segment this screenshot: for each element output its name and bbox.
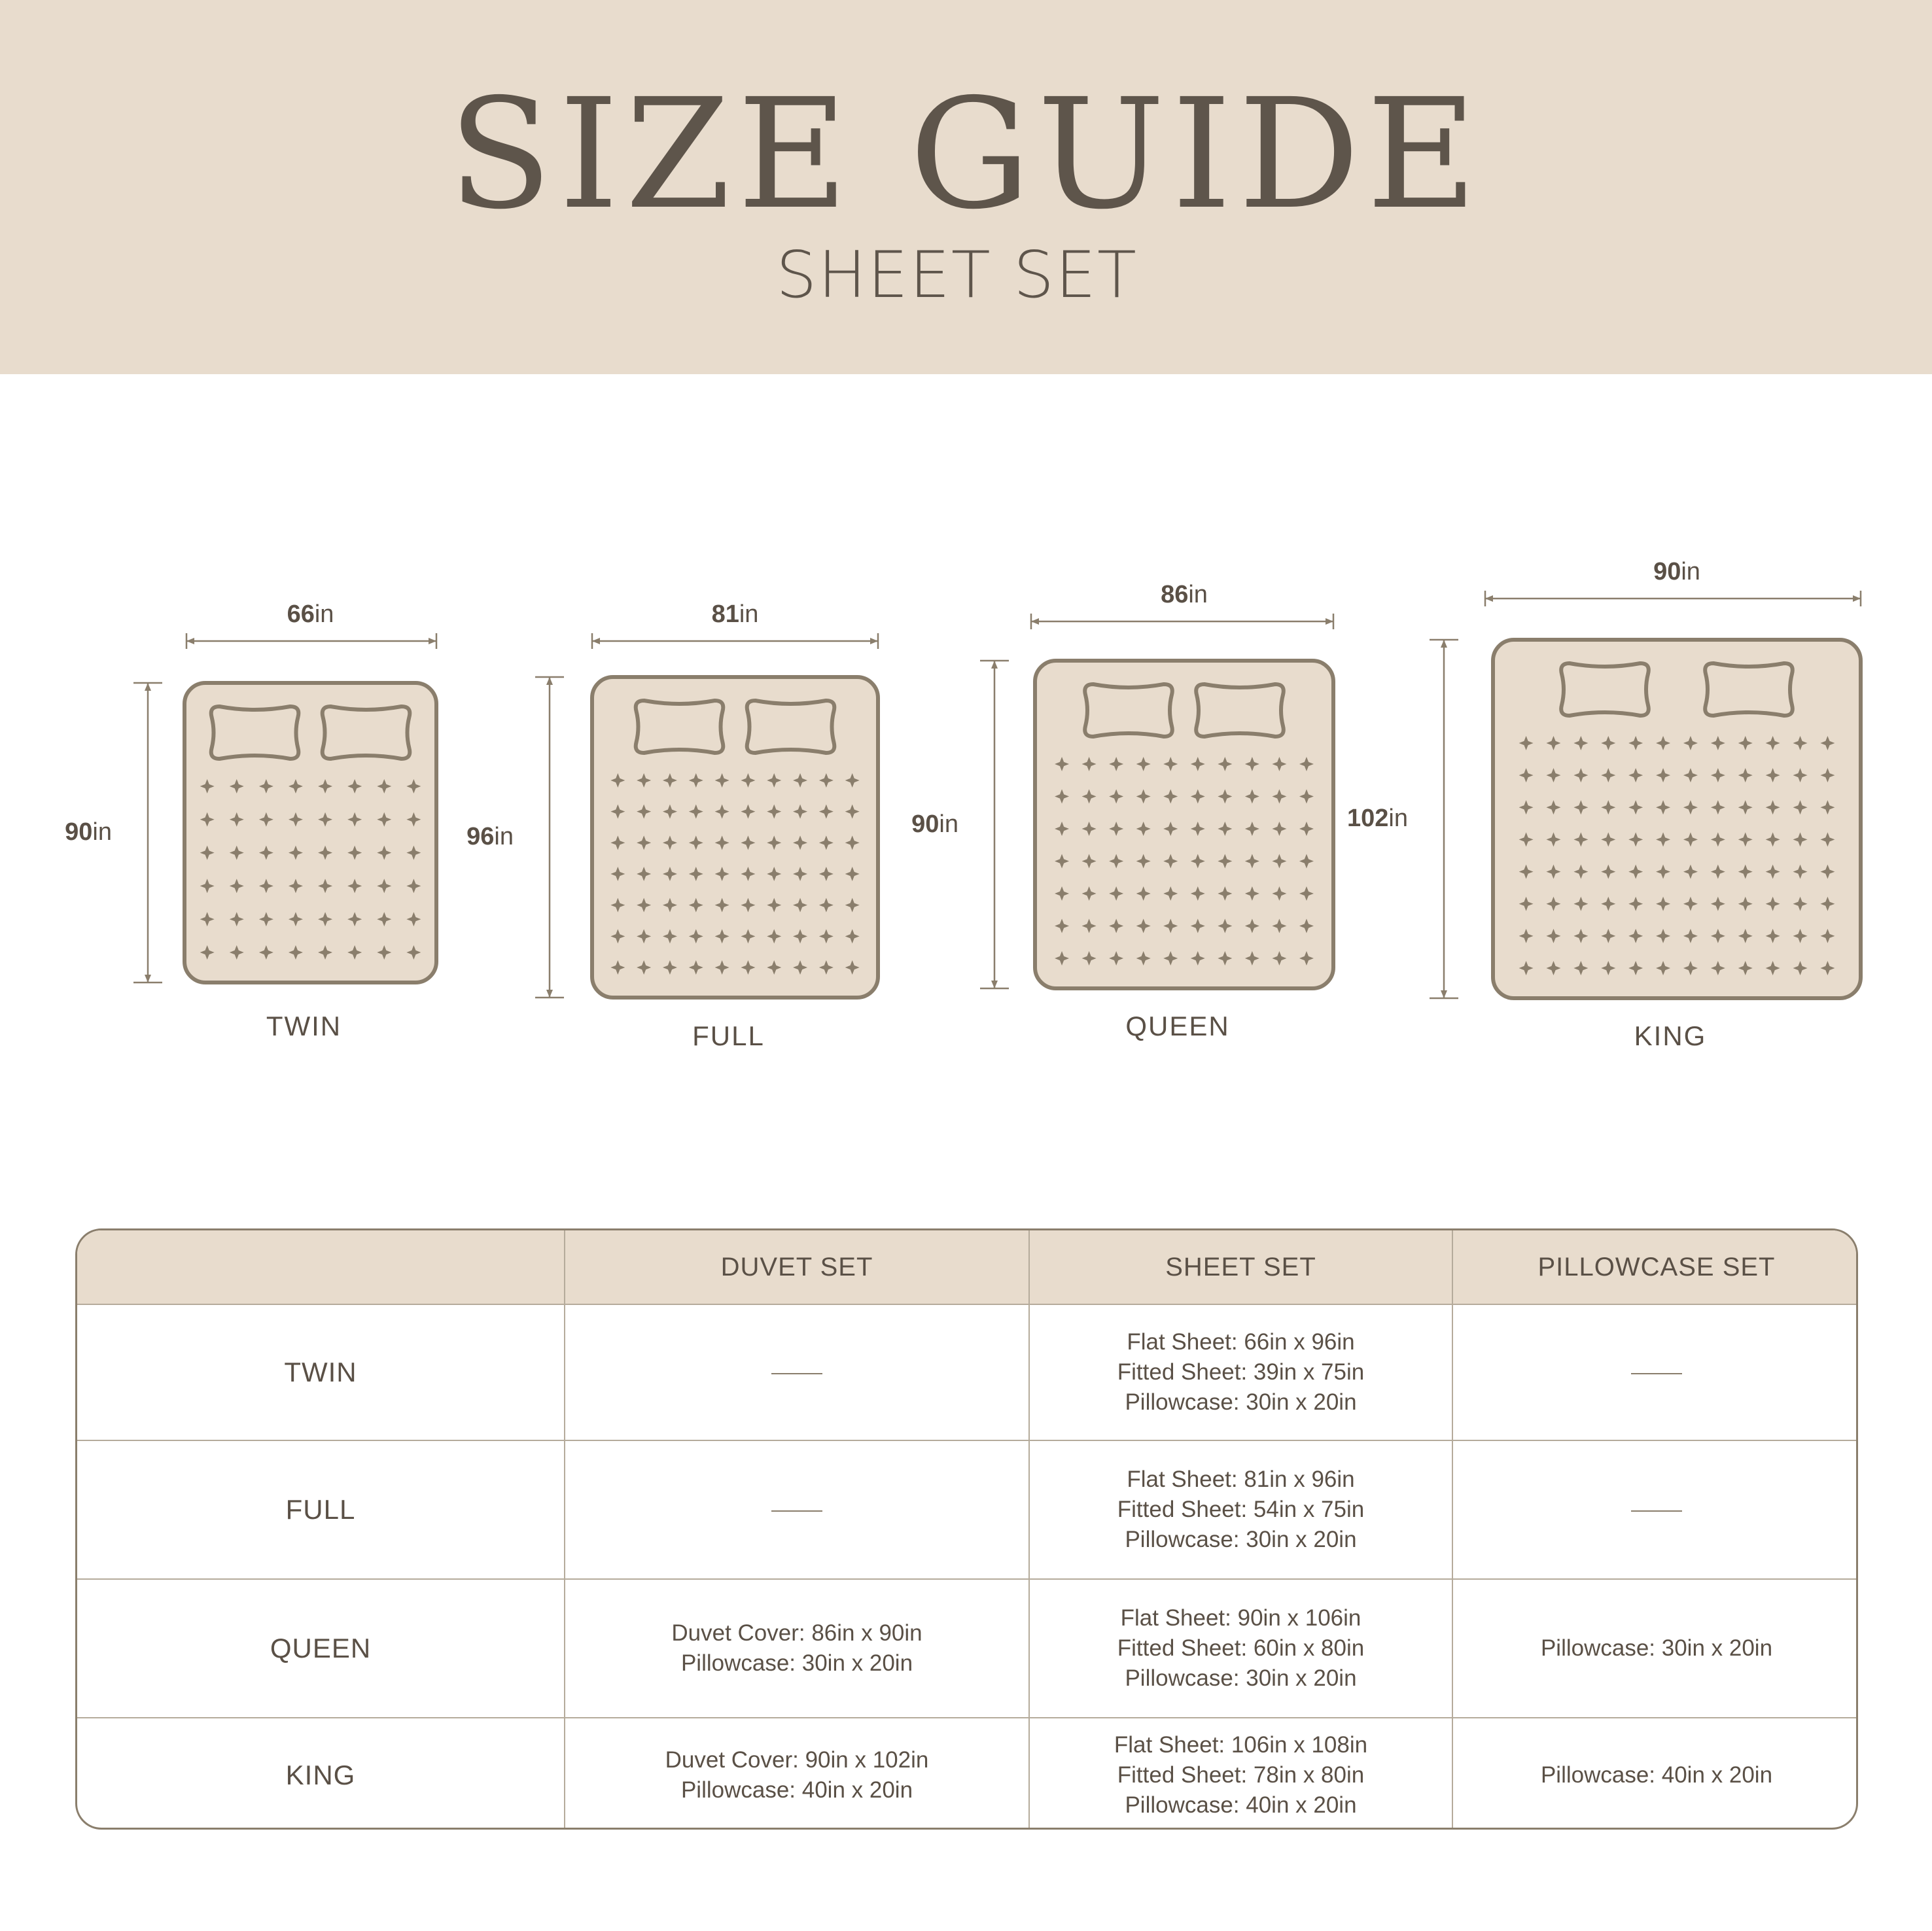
bed-king-height-label <box>1277 805 1408 833</box>
table-cell-sheet <box>1029 1440 1452 1579</box>
table-header-sheet-set: SHEET SET <box>1029 1230 1452 1304</box>
table-cell-line: Fitted Sheet: 54in x 75in <box>1117 1497 1365 1522</box>
pillow-icon <box>323 706 410 759</box>
bed-full-height-label-value: 96 <box>466 823 495 850</box>
pillow-icon <box>1705 663 1793 716</box>
bed-twin-width-label-unit: in <box>314 600 334 628</box>
table-cell-sheet <box>1029 1718 1452 1830</box>
bed-king-height-label-unit: in <box>1388 805 1408 832</box>
bed-queen-width-arrow <box>1031 614 1333 629</box>
bed-king-width-arrow <box>1485 591 1861 606</box>
table-cell-line: Flat Sheet: 90in x 106in <box>1120 1605 1361 1631</box>
table-cell-line: Pillowcase: 30in x 20in <box>1125 1389 1357 1415</box>
table-cell-size: QUEEN <box>270 1633 372 1663</box>
table-cell-pillowcase <box>1452 1304 1858 1440</box>
bed-queen-width-label-value: 86 <box>1161 581 1189 608</box>
bed-full-width-arrow <box>592 633 878 649</box>
table-cell-line: Duvet Cover: 86in x 90in <box>671 1620 922 1646</box>
bed-twin-height-label-unit: in <box>92 818 112 846</box>
table-row <box>77 1718 1858 1830</box>
bed-king-height-label-value: 102 <box>1347 805 1389 832</box>
bed-king-mattress <box>1493 640 1861 998</box>
table-cell-line: Fitted Sheet: 78in x 80in <box>1117 1762 1365 1788</box>
bed-twin-height-label-value: 90 <box>65 818 93 846</box>
bed-queen-width-label <box>1086 581 1282 609</box>
bed-full-name: FULL <box>692 1020 765 1051</box>
bed-twin-height-label <box>0 818 112 846</box>
table-cell-sheet <box>1029 1579 1452 1718</box>
table-header-pillowcase-set: PILLOWCASE SET <box>1452 1230 1858 1304</box>
bed-king-width-label-value: 90 <box>1653 558 1681 585</box>
pillow-icon <box>1085 684 1172 737</box>
bed-twin-name: TWIN <box>266 1011 342 1041</box>
table-cell-duvet <box>565 1440 1029 1579</box>
bed-queen-height-arrow <box>980 661 1009 988</box>
bed-twin-width-label-value: 66 <box>287 600 315 628</box>
table-cell-size: TWIN <box>284 1357 357 1387</box>
table-row <box>77 1579 1858 1718</box>
not-available-dash <box>1631 1510 1682 1512</box>
bed-full-height-arrow <box>535 677 564 998</box>
page-subtitle: SHEET SET <box>776 238 1138 313</box>
table-header-duvet-set: DUVET SET <box>565 1230 1029 1304</box>
not-available-dash <box>771 1373 822 1374</box>
bed-king <box>1493 640 1861 998</box>
bed-king-height-arrow <box>1430 640 1458 998</box>
table-cell-duvet <box>565 1304 1029 1440</box>
table-cell-line: Duvet Cover: 90in x 102in <box>665 1747 929 1773</box>
table-cell-line: Fitted Sheet: 39in x 75in <box>1117 1359 1365 1385</box>
table-cell-line: Pillowcase: 40in x 20in <box>680 1777 913 1803</box>
table-row <box>77 1440 1858 1579</box>
not-available-dash <box>771 1510 822 1512</box>
not-available-dash <box>1631 1373 1682 1374</box>
table-header-row <box>77 1230 1858 1304</box>
table-cell-line: Flat Sheet: 81in x 96in <box>1127 1467 1355 1492</box>
bed-full-height-label-unit: in <box>494 823 514 850</box>
bed-twin-width-arrow <box>186 633 436 649</box>
table-header-size <box>77 1230 565 1304</box>
table-cell-pillowcase <box>1452 1440 1858 1579</box>
pillow-icon <box>211 706 299 759</box>
bed-queen-name: QUEEN <box>1125 1011 1230 1041</box>
table-cell-line: Pillowcase: 30in x 20in <box>1125 1527 1357 1552</box>
bed-queen-height-label-value: 90 <box>911 810 940 838</box>
table-cell-duvet <box>565 1579 1029 1718</box>
table-cell-line: Pillowcase: 40in x 20in <box>1540 1762 1773 1788</box>
bed-twin-height-arrow <box>133 683 162 983</box>
table-cell-pillowcase <box>1452 1718 1858 1830</box>
bed-king-width-label <box>1579 558 1775 586</box>
bed-full-width-label-unit: in <box>739 600 759 628</box>
table-cell-line: Pillowcase: 30in x 20in <box>1125 1665 1357 1691</box>
bed-full-width-label <box>637 600 834 629</box>
size-table <box>75 1228 1858 1830</box>
table-cell-line: Fitted Sheet: 60in x 80in <box>1117 1635 1365 1661</box>
table-cell-sheet <box>1029 1304 1452 1440</box>
table-cell-line: Flat Sheet: 106in x 108in <box>1114 1731 1368 1758</box>
pillow-icon <box>747 701 835 753</box>
pillow-icon <box>1196 684 1284 737</box>
page-title: SIZE GUIDE <box>448 66 1484 243</box>
bed-king-width-label-unit: in <box>1681 558 1700 585</box>
table-cell-line: Pillowcase: 30in x 20in <box>680 1650 913 1676</box>
bed-queen-width-label-unit: in <box>1188 581 1208 608</box>
table-cell-line: Flat Sheet: 66in x 96in <box>1127 1329 1355 1355</box>
table-cell-size: KING <box>285 1759 356 1790</box>
bed-full-width-label-value: 81 <box>711 600 739 628</box>
table-cell-pillowcase <box>1452 1579 1858 1718</box>
table-cell-line: Pillowcase: 30in x 20in <box>1540 1635 1773 1661</box>
pillow-icon <box>1561 663 1649 716</box>
table-cell-duvet <box>565 1718 1029 1830</box>
bed-king-name: KING <box>1634 1020 1707 1051</box>
bed-queen-height-label-unit: in <box>939 810 958 838</box>
table-cell-line: Pillowcase: 40in x 20in <box>1125 1792 1357 1818</box>
bed-full-height-label <box>383 823 514 851</box>
bed-twin-width-label <box>213 600 409 629</box>
table-row <box>77 1304 1858 1440</box>
bed-queen-height-label <box>828 810 958 839</box>
table-cell-size: FULL <box>285 1494 356 1525</box>
pillow-icon <box>636 701 724 753</box>
